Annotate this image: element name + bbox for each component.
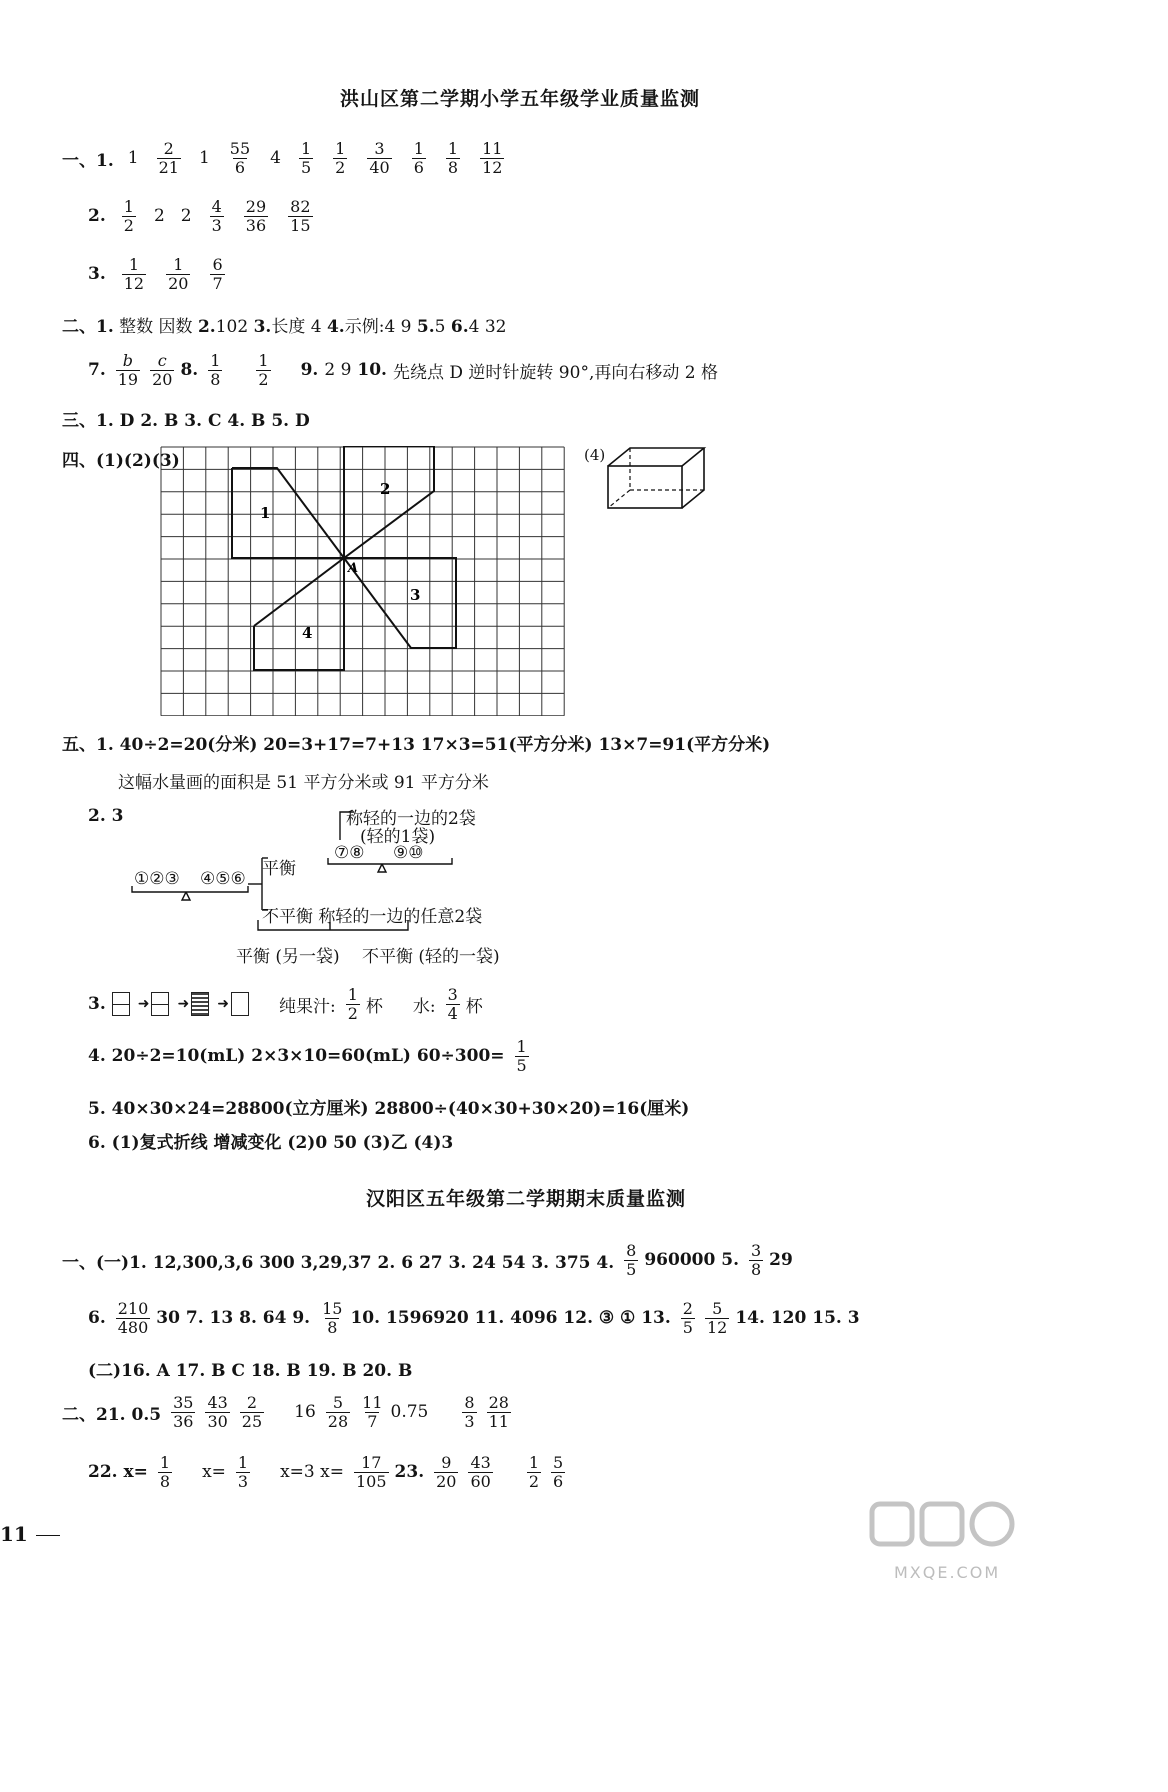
answer-row-1-2 xyxy=(88,198,329,234)
arrow-right-icon: ➜ xyxy=(217,996,229,1013)
answer-row-5-5: 5. 40×30×24=28800(立方厘米) 28800÷(40×30+30×20)=16(厘米) xyxy=(88,1099,690,1119)
fraction xyxy=(333,140,347,176)
weighing-tree-lines xyxy=(120,800,460,950)
answer-row-5-6: 6. (1)复式折线 增减变化 (2)0 50 (3)乙 (4)3 xyxy=(88,1133,454,1153)
denominator: 5 xyxy=(682,1317,693,1337)
numerator: 1 xyxy=(335,139,346,158)
group-4-5-6: ④⑤⑥ xyxy=(200,869,246,889)
question-label-4-4: (4) xyxy=(584,446,606,464)
fraction xyxy=(158,1454,172,1490)
denominator: 20 xyxy=(168,273,189,293)
denominator: 2 xyxy=(528,1471,540,1491)
answer-row-5-1b: 这幅水量画的面积是 51 平方分米或 91 平方分米 xyxy=(118,773,489,793)
point-label-a: A xyxy=(348,561,359,576)
question-label-4: 四、(1)(2)(3) xyxy=(62,451,180,471)
answer-text: 一、(一)1. 12,300,3,6 300 3,29,37 2. 6 27 3. 24 54 3. 375 4. xyxy=(62,1252,615,1273)
fraction xyxy=(320,1300,344,1336)
fraction xyxy=(354,1454,389,1490)
water-label: 水: xyxy=(412,996,436,1017)
shape-label-2: 2 xyxy=(380,480,391,498)
answer-text: 4 32 xyxy=(468,317,507,337)
group-7-8: ⑦⑧ xyxy=(334,843,365,863)
answer-text: 102 xyxy=(215,317,249,337)
fraction xyxy=(157,140,181,176)
answer-text: 30 7. 13 8. 64 9. xyxy=(156,1308,311,1329)
shape-label-1: 1 xyxy=(260,504,271,522)
answer-text: 22. x= xyxy=(88,1462,148,1483)
denominator: 28 xyxy=(327,1411,349,1431)
answer-row-h3: (二)16. A 17. B C 18. B 19. B 20. B xyxy=(88,1361,413,1381)
numerator: 1 xyxy=(210,351,221,370)
numerator: 1 xyxy=(528,1453,540,1472)
denominator: 40 xyxy=(369,157,390,177)
question-label: 5. xyxy=(416,317,435,337)
question-label: 2. xyxy=(197,317,216,337)
denominator: 8 xyxy=(159,1471,171,1491)
numerator: 28 xyxy=(488,1393,509,1412)
leaf-balanced: 平衡 (另一袋) xyxy=(236,947,340,967)
denominator: 5 xyxy=(626,1259,637,1279)
answer-number: 1 xyxy=(127,148,139,169)
cup-empty-icon xyxy=(231,992,249,1016)
denominator: 3 xyxy=(464,1411,475,1431)
question-label: 8. xyxy=(180,360,199,381)
answer-row-h4 xyxy=(62,1394,517,1430)
fraction xyxy=(705,1300,729,1336)
answer-number: 2 xyxy=(153,206,165,227)
denominator: 105 xyxy=(355,1471,387,1491)
watermark-logo xyxy=(868,1498,1018,1582)
numerator: 2 xyxy=(682,1299,693,1318)
answer-text: 0.75 xyxy=(390,1402,429,1423)
denominator: 2 xyxy=(258,369,269,389)
numerator: 1 xyxy=(123,197,134,216)
leaf-unbalanced: 不平衡 (轻的一袋) xyxy=(362,947,500,967)
answer-text: 示例:4 9 xyxy=(344,317,412,337)
page-number-rule xyxy=(36,1535,60,1536)
fraction xyxy=(208,352,222,388)
denominator: 11 xyxy=(488,1411,509,1431)
numerator: 3 xyxy=(750,1241,762,1260)
numerator: 11 xyxy=(362,1393,383,1412)
question-label: 10. xyxy=(357,360,387,381)
answer-text: 960000 5. xyxy=(644,1250,739,1271)
answer-text: 长度 4 xyxy=(271,317,322,337)
fraction xyxy=(462,1394,476,1430)
denominator: 30 xyxy=(207,1411,228,1431)
numerator: 1 xyxy=(413,139,424,158)
fraction xyxy=(299,140,313,176)
question-label: 3. xyxy=(88,994,106,1015)
numerator: 1 xyxy=(258,351,269,370)
cup-unit: 杯 xyxy=(465,996,483,1017)
fraction xyxy=(446,986,460,1022)
denominator: 8 xyxy=(750,1259,762,1279)
answer-row-h2 xyxy=(88,1300,866,1336)
numerator: 1 xyxy=(516,1037,527,1056)
denominator: 2 xyxy=(335,157,346,177)
question-label: 7. xyxy=(88,360,106,381)
numerator: 43 xyxy=(470,1453,491,1472)
arrow-right-icon: ➜ xyxy=(177,996,190,1013)
numerator: 43 xyxy=(207,1393,228,1412)
shape-1 xyxy=(232,468,344,558)
denominator: 60 xyxy=(470,1471,491,1491)
group-9-10: ⑨⑩ xyxy=(393,843,424,863)
fraction xyxy=(412,140,426,176)
answer-row-1-3 xyxy=(88,256,241,292)
question-label: 23. xyxy=(394,1462,425,1483)
answer-row-3: 三、1. D 2. B 3. C 4. B 5. D xyxy=(62,411,310,431)
question-label: 3. xyxy=(88,264,106,285)
fraction xyxy=(527,1454,541,1490)
fraction xyxy=(326,1394,350,1430)
fraction xyxy=(446,140,460,176)
denominator: 12 xyxy=(123,273,145,293)
shape-4 xyxy=(254,558,344,670)
denominator: 8 xyxy=(447,157,459,177)
group-1-2-3: ①②③ xyxy=(134,869,180,889)
shape-2 xyxy=(344,446,434,558)
cup-filled-icon xyxy=(191,992,209,1016)
numerator: 4 xyxy=(211,197,222,216)
section-title-hanyang: 汉阳区五年级第二学期期末质量监测 xyxy=(366,1188,687,1210)
fraction xyxy=(256,352,270,388)
answer-text: 二、21. 0.5 xyxy=(62,1404,162,1425)
answer-text: 14. 120 15. 3 xyxy=(735,1308,860,1329)
numerator: 1 xyxy=(447,139,459,158)
question-label: 4. xyxy=(326,317,345,337)
denominator: 20 xyxy=(152,369,173,389)
fraction xyxy=(122,256,146,292)
fraction xyxy=(240,1394,264,1430)
answer-text: x=3 x= xyxy=(280,1462,344,1483)
fraction xyxy=(434,1454,458,1490)
numerator: c xyxy=(157,351,167,370)
question-label: 2. xyxy=(88,206,106,227)
question-label: 3. xyxy=(253,317,272,337)
denominator: 5 xyxy=(516,1055,527,1075)
tree-top-note: 称轻的一边的2袋 xyxy=(346,809,476,829)
numerator: 5 xyxy=(712,1299,723,1318)
fraction xyxy=(624,1242,638,1278)
numerator: 1 xyxy=(159,1453,171,1472)
fraction xyxy=(367,140,391,176)
watermark-text: MXQE.COM xyxy=(894,1563,1001,1582)
fraction xyxy=(360,1394,384,1430)
answer-text: 10. 1596920 11. 4096 12. ③ ① 13. xyxy=(350,1308,671,1329)
fraction xyxy=(210,256,224,292)
tree-top-note-2: (轻的1袋) xyxy=(360,827,436,847)
fraction xyxy=(210,198,224,234)
cup-half-icon xyxy=(151,992,169,1016)
question-label: 6. xyxy=(450,317,469,337)
denominator: 8 xyxy=(327,1317,338,1337)
fraction xyxy=(150,352,174,388)
answer-row-5-3 xyxy=(88,986,489,1022)
denominator: 7 xyxy=(367,1411,378,1431)
fraction xyxy=(515,1038,529,1074)
answer-text: 5 xyxy=(434,317,446,337)
denominator: 2 xyxy=(123,215,134,235)
answer-row-1-1 xyxy=(62,140,520,176)
question-label: 9. xyxy=(300,360,319,381)
fraction xyxy=(116,1300,151,1336)
branch-unbalanced: 不平衡 称轻的一边的任意2袋 xyxy=(262,907,483,927)
answer-row-5-4 xyxy=(88,1038,535,1074)
answer-row-h1 xyxy=(62,1242,799,1278)
fraction xyxy=(681,1300,695,1336)
fraction xyxy=(171,1394,195,1430)
branch-balanced: 平衡 xyxy=(262,859,296,879)
shape-label-3: 3 xyxy=(410,586,421,604)
juice-label: 纯果汁: xyxy=(278,996,336,1017)
fraction xyxy=(551,1454,565,1490)
numerator: 2 xyxy=(163,139,174,158)
fraction xyxy=(236,1454,250,1490)
numerator: 1 xyxy=(128,255,140,274)
denominator: 2 xyxy=(347,1003,358,1023)
denominator: 36 xyxy=(173,1411,194,1431)
denominator: 6 xyxy=(413,157,424,177)
denominator: 3 xyxy=(237,1471,249,1491)
answer-number: 4 xyxy=(270,148,281,169)
denominator: 21 xyxy=(158,157,179,177)
numerator: 15 xyxy=(322,1299,343,1318)
answer-items xyxy=(112,198,323,234)
numerator: 1 xyxy=(173,255,184,274)
answer-text: 先绕点 D 逆时针旋转 90°,再向右移动 2 格 xyxy=(392,362,718,383)
denominator: 12 xyxy=(482,157,503,177)
answer-row-5-1: 五、1. 40÷2=20(分米) 20=3+17=7+13 17×3=51(平方分米) 13×7=91(平方分米) xyxy=(62,735,771,755)
question-label: 二、1. xyxy=(62,317,114,337)
numerator: 55 xyxy=(229,139,251,158)
numerator: 1 xyxy=(300,139,312,158)
answer-text: 4. 20÷2=10(mL) 2×3×10=60(mL) 60÷300= xyxy=(88,1046,505,1067)
denominator: 4 xyxy=(447,1003,458,1023)
numerator: 1 xyxy=(237,1453,249,1472)
answer-row-h5 xyxy=(88,1454,571,1490)
numerator: 5 xyxy=(332,1393,344,1412)
fraction xyxy=(166,256,190,292)
question-label: 6. xyxy=(88,1308,106,1329)
answer-items xyxy=(120,140,515,176)
answer-items xyxy=(112,256,235,292)
numerator: 11 xyxy=(482,139,503,158)
denominator: 12 xyxy=(706,1317,728,1337)
numerator: 9 xyxy=(441,1453,452,1472)
denominator: 15 xyxy=(290,215,311,235)
numerator: 2 xyxy=(246,1393,258,1412)
answer-text: 整数 因数 xyxy=(119,317,193,337)
numerator: b xyxy=(122,351,134,370)
answer-text: x= xyxy=(202,1462,226,1483)
fraction xyxy=(487,1394,511,1430)
fraction xyxy=(468,1454,492,1490)
fraction xyxy=(228,140,252,176)
cuboid-figure xyxy=(606,446,708,512)
denominator: 7 xyxy=(212,273,223,293)
denominator: 20 xyxy=(436,1471,457,1491)
answer-number: 1 xyxy=(198,148,210,169)
numerator: 35 xyxy=(173,1393,194,1412)
fraction xyxy=(244,198,268,234)
numerator: 29 xyxy=(245,197,267,216)
fraction xyxy=(122,198,136,234)
fraction xyxy=(749,1242,763,1278)
watermark-badge-icon xyxy=(868,1498,1018,1560)
fraction xyxy=(116,352,140,388)
answer-text: 29 xyxy=(769,1250,793,1271)
shape-label-4: 4 xyxy=(302,624,313,642)
fraction xyxy=(346,986,360,1022)
shape-3 xyxy=(344,558,456,648)
numerator: 1 xyxy=(347,985,358,1004)
question-label: 一、1. xyxy=(62,150,114,171)
numerator: 210 xyxy=(117,1299,149,1318)
numerator: 3 xyxy=(374,139,385,158)
numerator: 17 xyxy=(361,1453,382,1472)
answer-text: 16 xyxy=(294,1402,316,1423)
answer-row-2-1 xyxy=(62,312,506,337)
numerator: 3 xyxy=(447,985,458,1004)
numerator: 8 xyxy=(464,1393,475,1412)
numerator: 5 xyxy=(553,1453,564,1472)
grid-figure xyxy=(160,446,572,716)
denominator: 6 xyxy=(234,157,246,177)
denominator: 6 xyxy=(553,1471,564,1491)
fraction xyxy=(288,198,312,234)
denominator: 8 xyxy=(210,369,221,389)
arrow-right-icon: ➜ xyxy=(137,996,150,1013)
page-number: 11 xyxy=(0,1522,28,1546)
denominator: 19 xyxy=(117,369,139,389)
denominator: 5 xyxy=(300,157,312,177)
denominator: 25 xyxy=(241,1411,263,1431)
numerator: 82 xyxy=(290,197,311,216)
fraction xyxy=(205,1394,229,1430)
answer-text: 2 9 xyxy=(324,360,352,381)
numerator: 8 xyxy=(626,1241,637,1260)
fraction xyxy=(480,140,504,176)
denominator: 36 xyxy=(245,215,267,235)
cup-half-icon xyxy=(112,992,130,1016)
answer-row-5-2: 2. 3 xyxy=(88,806,124,826)
answer-row-2-2 xyxy=(88,352,724,388)
cup-unit: 杯 xyxy=(365,996,383,1017)
denominator: 3 xyxy=(211,215,222,235)
section-title-hongshan: 洪山区第二学期小学五年级学业质量监测 xyxy=(340,88,701,110)
numerator: 6 xyxy=(212,255,223,274)
denominator: 480 xyxy=(117,1317,149,1337)
answer-number: 2 xyxy=(180,206,192,227)
